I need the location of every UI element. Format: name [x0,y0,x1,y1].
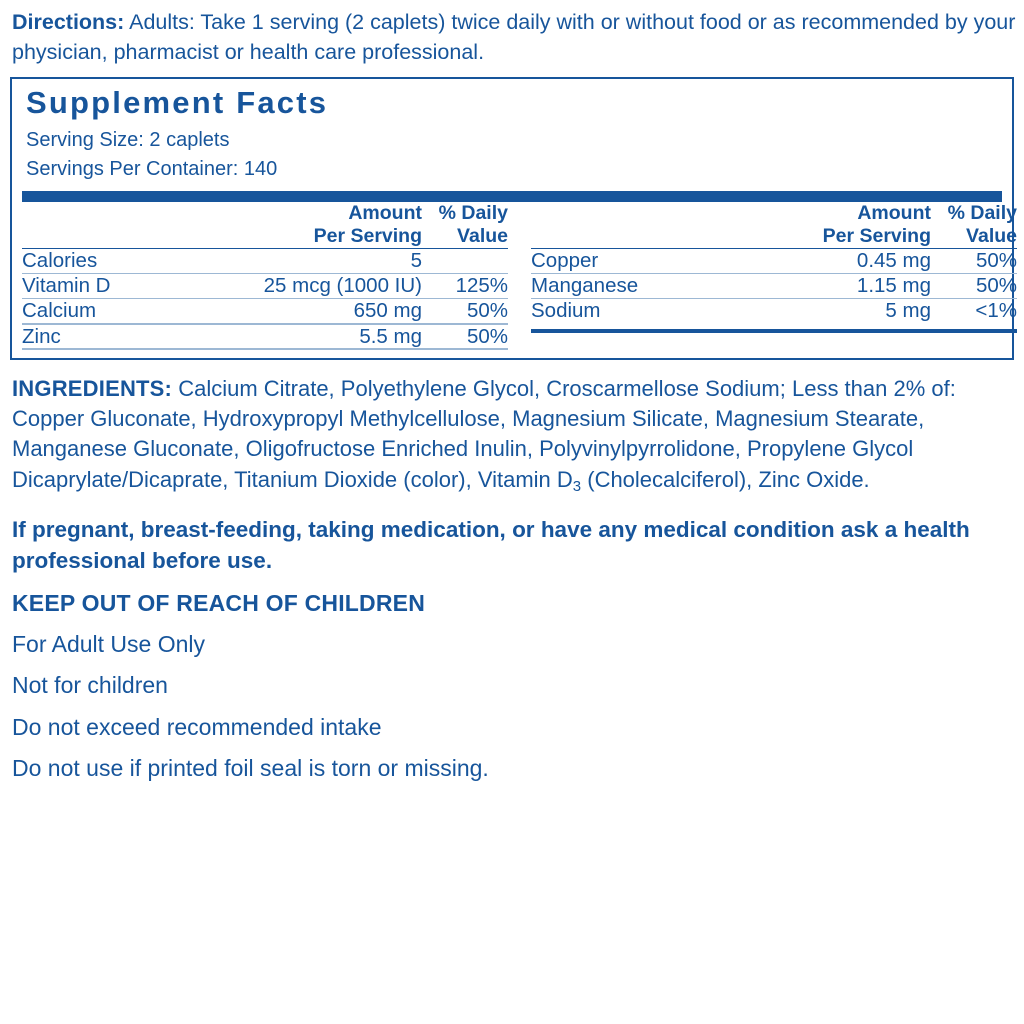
table-row [22,325,508,349]
table-row [22,299,508,323]
table-header-row [531,202,1017,248]
supplement-facts-panel [10,77,1017,359]
panel-thick-rule [22,191,1002,202]
table-row [22,249,508,273]
nutrition-column-right [531,202,1017,333]
nutrient-name: Calcium [22,299,97,323]
nutrition-column-left [22,202,508,350]
directions-paragraph [12,8,1016,67]
ingredients-label: INGREDIENTS: [12,375,173,401]
ingredients-text-part1: Calcium Citrate, Polyethylene Glycol, Croscarmellose Sodium; Less than 2% of: Copper Gluconate, Hydroxypropyl Methylcellulose, Magnesium Silicate, Magnesium Stearate, Manganese Gluconate, Oligofructose Enriched Inulin, Polyvinylpyrrolidone, Propylene Glycol Dicaprylate/Dicaprate, Titanium Dioxide (color), Vitamin D [12,375,956,492]
ingredients-text-part2: (Cholecalciferol), Zinc Oxide. [581,466,870,492]
nutrient-name: Manganese [531,274,639,298]
pregnancy-warning: If pregnant, breast-feeding, taking medication, or have any medical condition ask a health professional before use. [12,516,970,573]
table-row [531,249,1017,273]
right-column-bottom-rule [531,329,1017,333]
nutrient-amount: 25 mcg (1000 IU) [263,274,422,298]
nutrient-amount: 0.45 mg [856,249,931,273]
warning-line-adult-use: For Adult Use Only [12,630,206,657]
keep-out-of-reach-warning: KEEP OUT OF REACH OF CHILDREN [12,589,426,616]
nutrient-name: Sodium [531,299,601,323]
nutrient-dv: 50% [975,274,1017,298]
warning-line-foil-seal: Do not use if printed foil seal is torn or missing. [12,755,489,782]
header-amount: Amount Per Serving [822,201,931,247]
nutrient-amount: 650 mg [353,299,422,323]
nutrient-dv: 125% [455,274,508,298]
header-spacer [531,202,730,248]
nutrient-dv: 50% [466,324,508,348]
nutrition-table-right [531,202,1017,323]
nutrient-dv [422,249,508,273]
header-daily-value: % Daily Value [438,201,508,247]
supplement-facts-title: Supplement Facts [26,85,329,121]
warning-line-do-not-exceed: Do not exceed recommended intake [12,713,382,740]
directions-text: Adults: Take 1 serving (2 caplets) twice daily with or without food or as recommended by your physician, pharmacist or health care professional. [12,10,1016,64]
nutrient-dv: <1% [975,299,1017,323]
header-daily-value: % Daily Value [947,201,1017,247]
nutrient-amount: 5 mg [885,299,931,323]
ingredients-paragraph [12,374,1012,498]
nutrient-name: Calories [22,249,98,273]
serving-size: Serving Size: 2 caplets [26,128,230,151]
directions-label: Directions: [12,10,125,34]
nutrient-name: Zinc [22,324,61,348]
nutrient-dv: 50% [975,249,1017,273]
nutrient-dv: 50% [466,299,508,323]
nutrient-amount: 1.15 mg [856,274,931,298]
nutrient-amount: 5 [410,249,422,273]
table-row [531,299,1017,323]
row-separator [22,348,508,350]
nutrient-name: Copper [531,249,599,273]
nutrient-amount: 5.5 mg [359,324,422,348]
table-row [22,274,508,298]
nutrition-table-left [22,202,508,350]
nutrient-name: Vitamin D [22,274,111,298]
header-spacer [22,202,165,248]
warning-line-not-for-children: Not for children [12,672,168,699]
header-amount: Amount Per Serving [313,201,422,247]
table-header-row [22,202,508,248]
vitamin-d3-subscript: 3 [572,477,582,495]
serving-info [26,126,1002,184]
table-row [531,274,1017,298]
servings-per-container: Servings Per Container: 140 [26,157,278,180]
nutrition-columns [22,201,1017,350]
